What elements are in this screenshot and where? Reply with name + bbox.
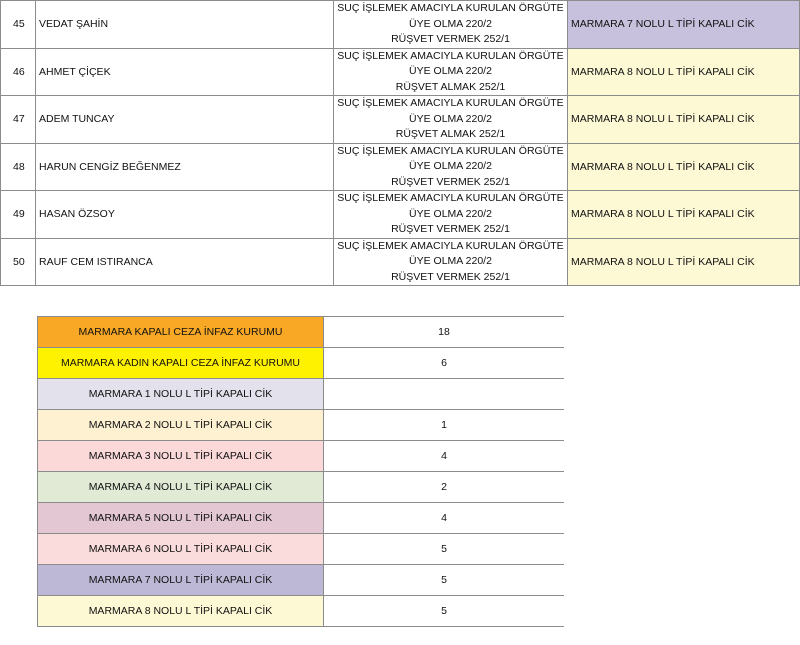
prisoner-count: 1 <box>324 410 565 441</box>
institution-label: MARMARA 1 NOLU L TİPİ KAPALI CİK <box>38 379 324 410</box>
person-name: RAUF CEM ISTIRANCA <box>36 238 334 286</box>
summary-row <box>38 472 565 503</box>
prisoner-count: 5 <box>324 534 565 565</box>
summary-row <box>38 534 565 565</box>
summary-row <box>38 565 565 596</box>
crime-line: ÜYE OLMA 220/2 <box>409 17 492 30</box>
prisoner-count: 4 <box>324 503 565 534</box>
row-number: 49 <box>1 191 36 239</box>
summary-row <box>38 379 565 410</box>
prisoner-count: 2 <box>324 472 565 503</box>
crime-line: RÜŞVET VERMEK 252/1 <box>391 223 510 235</box>
table-row <box>1 96 800 144</box>
crime-line: ÜYE OLMA 220/2 <box>409 255 492 267</box>
person-name: HARUN CENGİZ BEĞENMEZ <box>36 143 334 191</box>
crime-line: ÜYE OLMA 220/2 <box>409 112 492 125</box>
institution-cell: MARMARA 8 NOLU L TİPİ KAPALI CİK <box>568 48 800 96</box>
summary-table <box>37 316 564 627</box>
crime-cell <box>334 48 568 96</box>
person-name: AHMET ÇİÇEK <box>36 48 334 96</box>
person-name: ADEM TUNCAY <box>36 96 334 144</box>
crime-line: SUÇ İŞLEMEK AMACIYLA KURULAN ÖRGÜTE <box>337 2 564 14</box>
row-number: 48 <box>1 143 36 191</box>
person-name: HASAN ÖZSOY <box>36 191 334 239</box>
crime-line: SUÇ İŞLEMEK AMACIYLA KURULAN ÖRGÜTE <box>337 49 564 62</box>
prisoner-count: 6 <box>324 348 565 379</box>
crime-line: SUÇ İŞLEMEK AMACIYLA KURULAN ÖRGÜTE <box>337 239 564 252</box>
summary-row <box>38 503 565 534</box>
summary-row <box>38 596 565 627</box>
institution-label: MARMARA KADIN KAPALI CEZA İNFAZ KURUMU <box>38 348 324 379</box>
institution-cell: MARMARA 7 NOLU L TİPİ KAPALI CİK <box>568 1 800 49</box>
table-row <box>1 143 800 191</box>
summary-row <box>38 441 565 472</box>
crime-line: SUÇ İŞLEMEK AMACIYLA KURULAN ÖRGÜTE <box>337 192 564 204</box>
institution-label: MARMARA KAPALI CEZA İNFAZ KURUMU <box>38 317 324 348</box>
crime-cell <box>334 96 568 144</box>
table-row <box>1 1 800 49</box>
row-number: 50 <box>1 238 36 286</box>
crime-line: RÜŞVET ALMAK 252/1 <box>395 128 506 140</box>
prisoner-count: 18 <box>324 317 565 348</box>
institution-label: MARMARA 5 NOLU L TİPİ KAPALI CİK <box>38 503 324 534</box>
row-number: 47 <box>1 96 36 144</box>
institution-label: MARMARA 3 NOLU L TİPİ KAPALI CİK <box>38 441 324 472</box>
crime-line: ÜYE OLMA 220/2 <box>409 65 492 77</box>
prisoner-count: 5 <box>324 596 565 627</box>
crime-line: RÜŞVET VERMEK 252/1 <box>391 175 510 188</box>
institution-cell: MARMARA 8 NOLU L TİPİ KAPALI CİK <box>568 191 800 239</box>
institution-cell: MARMARA 8 NOLU L TİPİ KAPALI CİK <box>568 238 800 286</box>
prisoner-count: 4 <box>324 441 565 472</box>
crime-line: ÜYE OLMA 220/2 <box>409 207 492 220</box>
prisoner-count <box>324 379 565 410</box>
crime-cell <box>334 1 568 49</box>
institution-label: MARMARA 2 NOLU L TİPİ KAPALI CİK <box>38 410 324 441</box>
crime-cell <box>334 143 568 191</box>
institution-label: MARMARA 7 NOLU L TİPİ KAPALI CİK <box>38 565 324 596</box>
crime-line: RÜŞVET VERMEK 252/1 <box>391 270 510 283</box>
institution-label: MARMARA 6 NOLU L TİPİ KAPALI CİK <box>38 534 324 565</box>
row-number: 46 <box>1 48 36 96</box>
crime-line: ÜYE OLMA 220/2 <box>409 160 492 172</box>
row-number: 45 <box>1 1 36 49</box>
prisoner-count: 5 <box>324 565 565 596</box>
prisoner-table <box>0 0 800 286</box>
institution-label: MARMARA 8 NOLU L TİPİ KAPALI CİK <box>38 596 324 627</box>
crime-line: SUÇ İŞLEMEK AMACIYLA KURULAN ÖRGÜTE <box>337 97 564 109</box>
summary-row <box>38 410 565 441</box>
crime-line: SUÇ İŞLEMEK AMACIYLA KURULAN ÖRGÜTE <box>337 144 564 157</box>
institution-cell: MARMARA 8 NOLU L TİPİ KAPALI CİK <box>568 96 800 144</box>
table-row <box>1 238 800 286</box>
summary-row <box>38 317 565 348</box>
table-row <box>1 48 800 96</box>
institution-cell: MARMARA 8 NOLU L TİPİ KAPALI CİK <box>568 143 800 191</box>
crime-cell <box>334 238 568 286</box>
table-row <box>1 191 800 239</box>
institution-label: MARMARA 4 NOLU L TİPİ KAPALI CİK <box>38 472 324 503</box>
crime-line: RÜŞVET ALMAK 252/1 <box>395 80 506 93</box>
crime-line: RÜŞVET VERMEK 252/1 <box>391 33 510 45</box>
person-name: VEDAT ŞAHİN <box>36 1 334 49</box>
crime-cell <box>334 191 568 239</box>
summary-row <box>38 348 565 379</box>
